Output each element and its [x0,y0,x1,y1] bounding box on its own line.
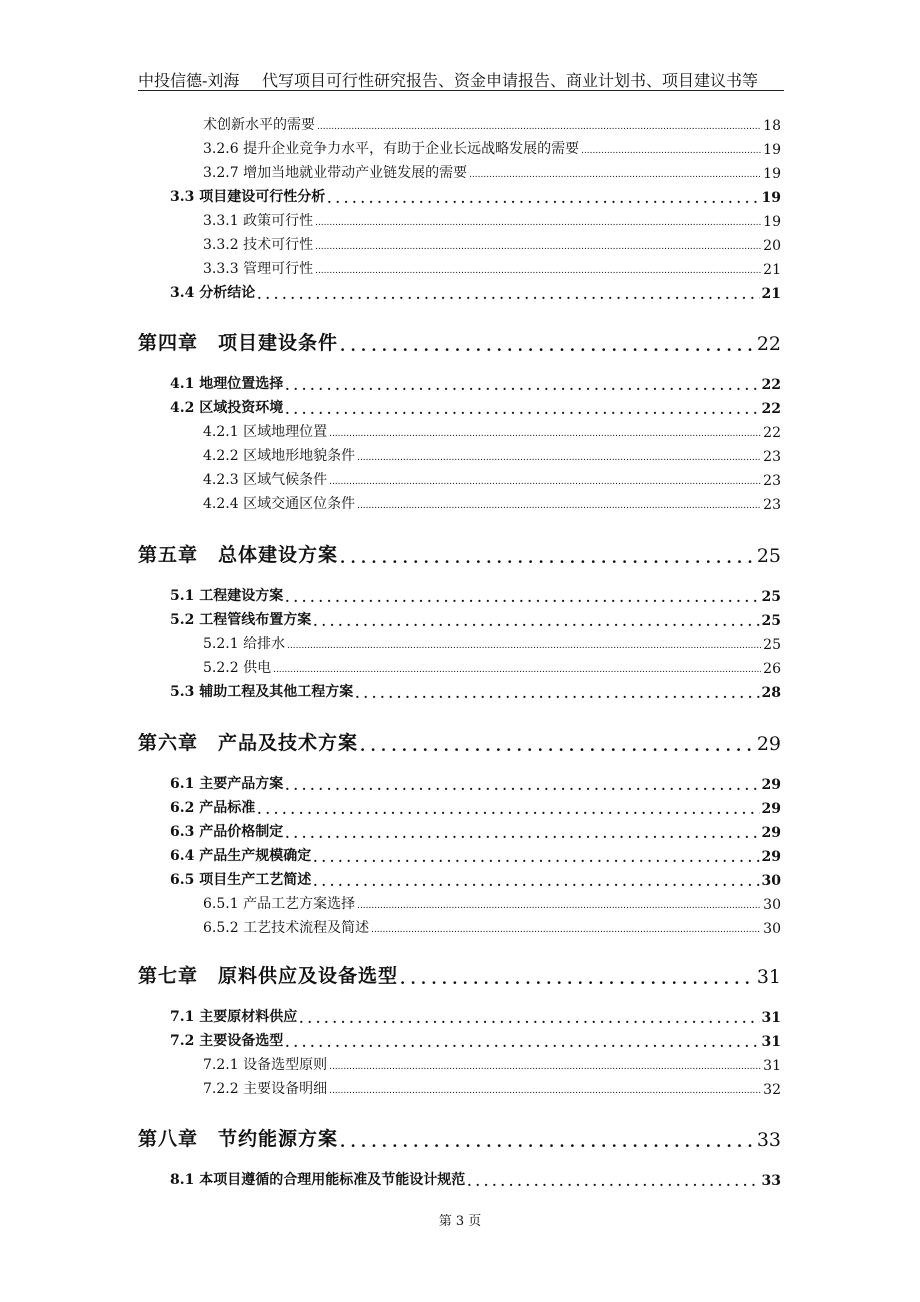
toc-entry-title: 4.2.2 区域地形地貌条件 [203,448,356,464]
toc-leader-dots [357,451,761,465]
toc-entry[interactable] [203,657,781,677]
toc-entry-page: 21 [763,262,781,278]
toc-leader-dots [371,923,761,937]
toc-entry-title: 5.1 工程建设方案 [170,588,284,604]
toc-entry-page: 25 [761,589,781,605]
toc-entry-page: 25 [761,613,781,629]
toc-entry[interactable] [170,186,781,206]
toc-entry-page: 32 [763,1082,781,1098]
toc-entry[interactable] [138,541,781,567]
toc-entry-page: 18 [763,118,781,134]
toc-leader-dots [315,240,761,254]
toc-entry-title: 6.5.1 产品工艺方案选择 [203,896,356,912]
toc-entry-title: 第五章 总体建设方案 [138,544,339,566]
toc-entry-title: 3.2.6 提升企业竞争力水平，有助于企业长远战略发展的需要 [203,141,580,157]
toc-entry[interactable] [203,421,781,441]
toc-leader-dots [469,168,761,182]
toc-entry-page: 25 [756,545,781,567]
toc-leader-dots [285,827,759,841]
toc-leader-dots [285,591,759,605]
toc-entry-page: 22 [763,425,781,441]
toc-entry-page: 29 [761,849,781,865]
toc-entry-title: 第七章 原料供应及设备选型 [138,965,399,987]
toc-entry-page: 30 [763,897,781,913]
toc-leader-dots [340,337,755,355]
toc-entry-title: 5.2.2 供电 [203,660,272,676]
header-services: 代写项目可行性研究报告、资金申请报告、商业计划书、项目建议书等 [262,71,759,90]
toc-entry-title: 4.1 地理位置选择 [170,376,284,392]
toc-entry-page: 29 [761,777,781,793]
toc-leader-dots [327,192,759,206]
toc-entry-title: 6.4 产品生产规模确定 [170,848,312,864]
toc-leader-dots [257,803,759,817]
toc-entry-page: 19 [761,190,781,206]
toc-leader-dots [329,475,761,489]
toc-leader-dots [467,1175,759,1189]
toc-entry[interactable] [203,210,781,230]
toc-entry-title: 3.3.2 技术可行性 [203,237,314,253]
toc-entry-page: 20 [763,238,781,254]
toc-leader-dots [329,1060,761,1074]
toc-leader-dots [400,970,755,988]
toc-entry-title: 7.2 主要设备选型 [170,1033,284,1049]
toc-entry[interactable] [203,138,781,158]
toc-entry-page: 29 [761,825,781,841]
toc-entry[interactable] [170,681,781,701]
toc-entry-title: 4.2.1 区域地理位置 [203,424,328,440]
toc-entry-title: 3.4 分析结论 [170,285,256,301]
toc-entry[interactable] [203,469,781,489]
toc-entry[interactable] [170,585,781,605]
toc-entry[interactable] [203,1054,781,1074]
toc-leader-dots [357,499,761,513]
toc-entry[interactable] [203,493,781,513]
toc-leader-dots [315,216,761,230]
toc-entry[interactable] [170,1030,781,1050]
toc-leader-dots [329,1084,761,1098]
toc-leader-dots [257,288,759,302]
toc-entry-page: 25 [763,637,781,653]
toc-entry[interactable] [203,162,781,182]
toc-entry-page: 31 [756,966,781,988]
toc-entry-page: 23 [763,473,781,489]
toc-entry[interactable] [170,797,781,817]
toc-entry[interactable] [170,609,781,629]
toc-entry-title: 3.3.1 政策可行性 [203,213,314,229]
toc-entry-title: 3.2.7 增加当地就业带动产业链发展的需要 [203,165,468,181]
toc-entry-title: 术创新水平的需要 [203,117,315,133]
toc-entry[interactable] [170,397,781,417]
toc-entry[interactable] [170,845,781,865]
toc-leader-dots [329,427,761,441]
toc-entry-title: 第八章 节约能源方案 [138,1128,339,1150]
toc-entry-page: 29 [756,733,781,755]
toc-leader-dots [273,663,761,677]
toc-entry-title: 4.2.4 区域交通区位条件 [203,496,356,512]
toc-entry-title: 5.2.1 给排水 [203,636,286,652]
toc-entry-title: 6.3 产品价格制定 [170,824,284,840]
toc-entry-title: 7.1 主要原材料供应 [170,1009,298,1025]
toc-entry-page: 23 [763,497,781,513]
toc-leader-dots [313,851,759,865]
toc-entry-page: 19 [763,214,781,230]
toc-leader-dots [315,264,761,278]
toc-entry-page: 19 [763,166,781,182]
toc-entry-page: 31 [761,1034,781,1050]
toc-entry[interactable] [203,234,781,254]
toc-entry-title: 4.2 区域投资环境 [170,400,284,416]
toc-entry[interactable] [203,258,781,278]
toc-leader-dots [287,639,761,653]
toc-entry[interactable] [138,962,781,988]
toc-entry[interactable] [170,282,781,302]
toc-leader-dots [340,549,755,567]
toc-leader-dots [299,1012,759,1026]
toc-entry[interactable] [170,821,781,841]
toc-entry[interactable] [138,329,781,355]
toc-leader-dots [581,144,761,158]
toc-entry-page: 26 [763,661,781,677]
toc-entry-title: 3.3 项目建设可行性分析 [170,189,326,205]
toc-leader-dots [360,737,755,755]
toc-leader-dots [357,899,761,913]
toc-entry[interactable] [170,869,781,889]
toc-entry-title: 5.3 辅助工程及其他工程方案 [170,684,354,700]
toc-entry[interactable] [203,445,781,465]
toc-entry-title: 6.5 项目生产工艺简述 [170,872,312,888]
toc-leader-dots [313,615,759,629]
toc-entry-title: 第六章 产品及技术方案 [138,732,359,754]
toc-entry-title: 4.2.3 区域气候条件 [203,472,328,488]
toc-entry[interactable] [170,773,781,793]
toc-entry-title: 6.5.2 工艺技术流程及简述 [203,920,370,936]
toc-entry[interactable] [170,1006,781,1026]
toc-leader-dots [285,403,759,417]
toc-leader-dots [355,687,759,701]
toc-entry-page: 21 [761,286,781,302]
toc-leader-dots [285,379,759,393]
toc-entry-title: 6.1 主要产品方案 [170,776,284,792]
toc-entry-title: 6.2 产品标准 [170,800,256,816]
toc-entry-title: 7.2.2 主要设备明细 [203,1081,328,1097]
toc-entry-page: 33 [756,1129,781,1151]
toc-entry-page: 28 [761,685,781,701]
toc-entry[interactable] [170,373,781,393]
toc-entry-page: 30 [763,921,781,937]
toc-entry-page: 33 [761,1173,781,1189]
toc-leader-dots [317,120,761,134]
toc-entry-title: 5.2 工程管线布置方案 [170,612,312,628]
toc-entry-page: 19 [763,142,781,158]
toc-entry[interactable] [203,917,781,937]
toc-leader-dots [285,1036,759,1050]
toc-entry[interactable] [138,729,781,755]
toc-entry-page: 30 [761,873,781,889]
toc-entry-page: 23 [763,449,781,465]
toc-entry-page: 29 [761,801,781,817]
toc-leader-dots [340,1133,755,1151]
toc-entry-page: 22 [761,401,781,417]
toc-entry[interactable] [138,1125,781,1151]
toc-leader-dots [313,875,759,889]
toc-entry-title: 第四章 项目建设条件 [138,332,339,354]
toc-entry-title: 3.3.3 管理可行性 [203,261,314,277]
toc-entry-page: 31 [763,1058,781,1074]
toc-entry-title: 8.1 本项目遵循的合理用能标准及节能设计规范 [170,1172,466,1188]
toc-entry-title: 7.2.1 设备选型原则 [203,1057,328,1073]
header-author: 中投信德-刘海 [138,71,240,90]
toc-entry[interactable] [170,1169,781,1189]
toc-entry[interactable] [203,893,781,913]
toc-entry[interactable] [203,1078,781,1098]
toc-entry-page: 22 [761,377,781,393]
toc-entry-page: 31 [761,1010,781,1026]
toc-entry-page: 22 [756,333,781,355]
toc-entry[interactable] [203,114,781,134]
toc-entry[interactable] [203,633,781,653]
toc-leader-dots [285,779,759,793]
page-number: 第 3 页 [438,1214,482,1229]
